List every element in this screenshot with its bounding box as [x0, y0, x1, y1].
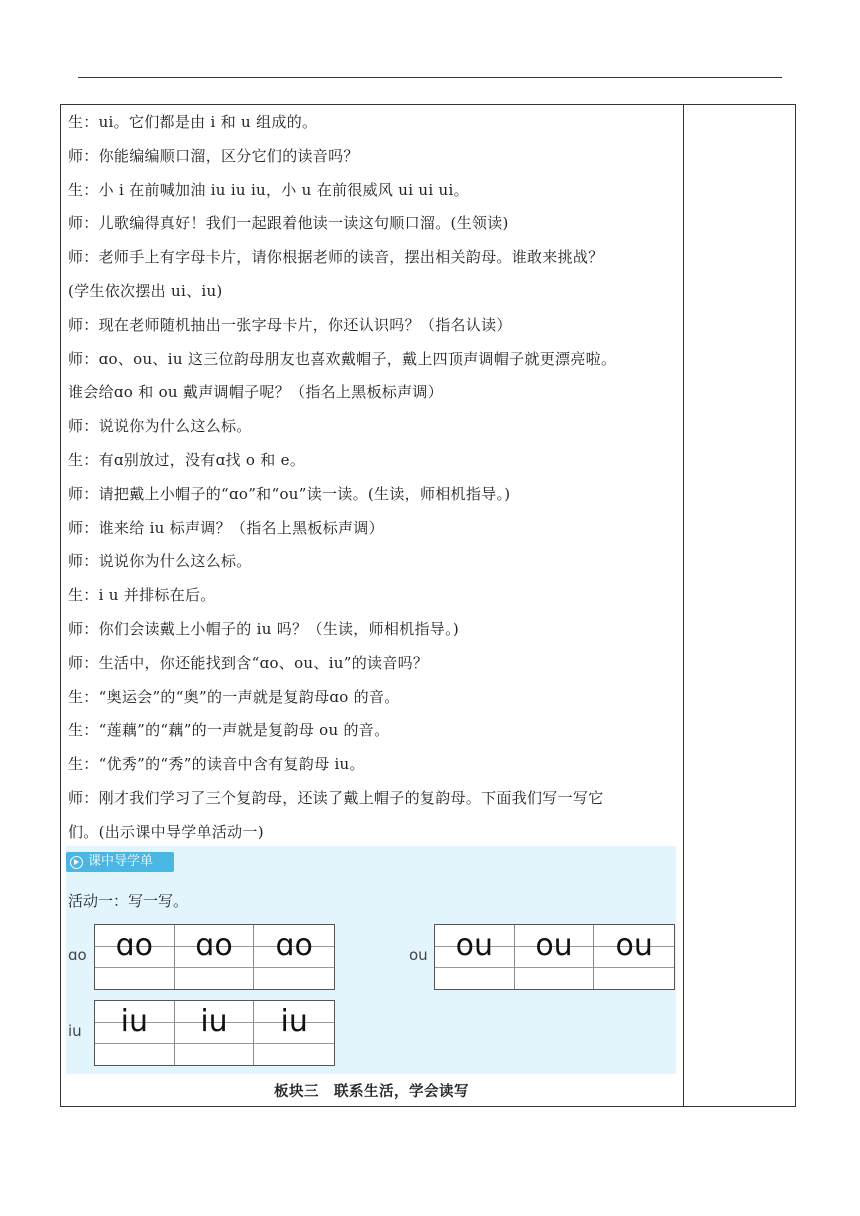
dialogue-line: 谁会给ɑo 和 ou 戴声调帽子呢？（指名上黑板标声调） [68, 383, 444, 402]
dialogue-line: 师：儿歌编得真好！我们一起跟着他读一读这句顺口溜。(生领读) [68, 214, 509, 233]
row-label-ao: ɑo [68, 946, 87, 964]
dialogue-line: 师：谁来给 iu 标声调？（指名上黑板标声调） [68, 518, 384, 537]
writing-cell: ɑo [95, 925, 175, 989]
dialogue-line: 生：“莲藕”的“藕”的一声就是复韵母 ou 的音。 [68, 721, 390, 740]
header-rule [78, 77, 782, 78]
dialogue-line: 师：请把戴上小帽子的“ɑo”和“ou”读一读。(生读，师相机指导。) [68, 484, 511, 503]
writing-cell: ou [435, 925, 515, 989]
dialogue-line: 生：“优秀”的“秀”的读音中含有复韵母 iu。 [68, 755, 365, 774]
guide-tab-label: 课中导学单 [88, 854, 154, 869]
writing-cell: ou [515, 925, 595, 989]
writing-cell: iu [95, 1001, 175, 1065]
row-label-ou: ou [409, 946, 428, 964]
writing-cell: ou [594, 925, 674, 989]
dialogue-line: 师：说说你为什么这么标。 [68, 552, 252, 571]
dialogue-line: 生：有ɑ别放过，没有ɑ找 o 和 e。 [68, 450, 306, 469]
writing-grid-ou [434, 924, 675, 990]
dialogue-line: 师：生活中，你还能找到含“ɑo、ou、iu”的读音吗？ [68, 653, 429, 672]
dialogue-line: 师：你能编编顺口溜，区分它们的读音吗？ [68, 146, 359, 165]
guide-tab [66, 852, 174, 872]
dialogue-line: 们。(出示课中导学单活动一) [68, 822, 264, 841]
dialogue-line: 师：刚才我们学习了三个复韵母，还读了戴上帽子的复韵母。下面我们写一写它 [68, 788, 604, 807]
writing-cell: ɑo [254, 925, 334, 989]
dialogue-line: (学生依次摆出 ui、iu) [68, 281, 223, 300]
section-title: 板块三 联系生活，学会读写 [274, 1084, 469, 1100]
play-circle-icon [70, 856, 83, 869]
dialogue-line: 师：你们会读戴上小帽子的 iu 吗？（生读，师相机指导。) [68, 619, 460, 638]
dialogue-line: 师：ɑo、ou、iu 这三位韵母朋友也喜欢戴帽子，戴上四顶声调帽子就更漂亮啦。 [68, 349, 617, 368]
activity-instruction: 活动一：写一写。 [68, 892, 189, 910]
dialogue-line: 师：说说你为什么这么标。 [68, 417, 252, 436]
writing-grid-ao [94, 924, 335, 990]
dialogue-line: 生：“奥运会”的“奥”的一声就是复韵母ɑo 的音。 [68, 687, 400, 706]
dialogue-line: 生：小 i 在前喊加油 iu iu iu，小 u 在前很威风 ui ui ui。 [68, 180, 469, 199]
dialogue-line: 生：i u 并排标在后。 [68, 586, 216, 605]
in-class-guide-panel [66, 846, 676, 1074]
dialogue-line: 师：老师手上有字母卡片，请你根据老师的读音，摆出相关韵母。谁敢来挑战？ [68, 248, 604, 267]
dialogue-line: 师：现在老师随机抽出一张字母卡片，你还认识吗？（指名认读） [68, 315, 512, 334]
dialogue-line: 生：ui。它们都是由 i 和 u 组成的。 [68, 113, 318, 131]
row-label-iu: iu [68, 1022, 82, 1040]
lesson-dialogue [68, 106, 680, 850]
writing-cell: iu [254, 1001, 334, 1065]
table-column-divider [683, 104, 684, 1107]
writing-cell: ɑo [175, 925, 255, 989]
writing-grid-iu [94, 1000, 335, 1066]
writing-cell: iu [175, 1001, 255, 1065]
